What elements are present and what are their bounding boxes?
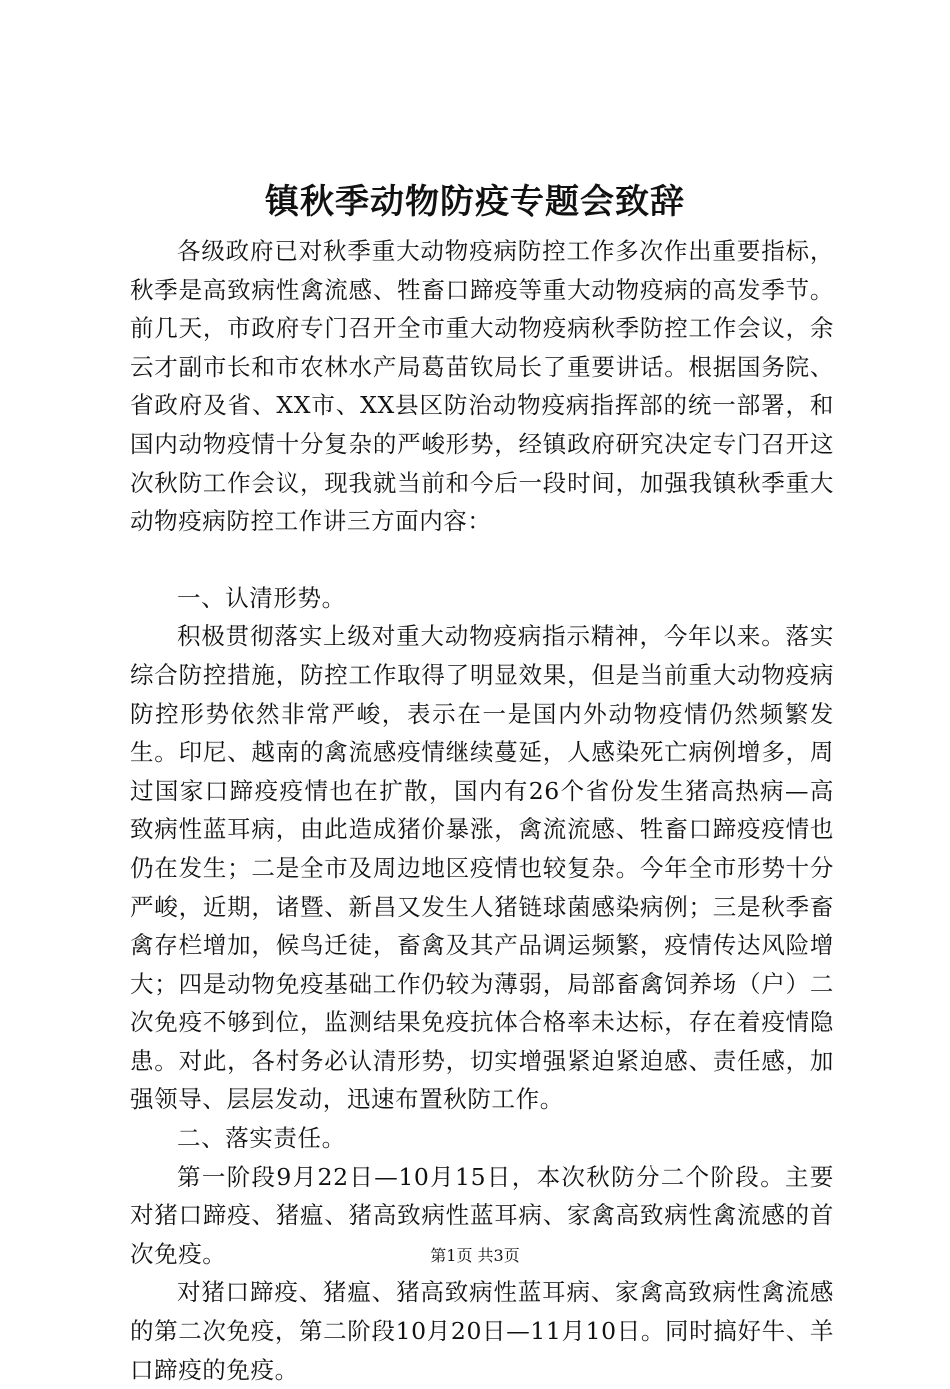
page-number-footer: 第1页 共3页 (430, 1246, 520, 1265)
document-body (130, 232, 834, 1389)
paragraph-phase-one: 第一阶段9月22日—10月15日，本次秋防分二个阶段。主要对猪口蹄疫、猪瘟、猪高致病性蓝耳病、家禽高致病性禽流感的首次免疫。 (130, 1162, 834, 1268)
section-heading-2: 二、落实责任。 (177, 1124, 346, 1153)
paragraph-phase-two: 对猪口蹄疫、猪瘟、猪高致病性蓝耳病、家禽高致病性禽流感的第二次免疫，第二阶段10月20日—11月10日。同时搞好牛、羊口蹄疫的免疫。 (130, 1278, 834, 1384)
paragraph-intro: 各级政府已对秋季重大动物疫病防控工作多次作出重要指标，秋季是高致病性禽流感、牲畜口蹄疫等重大动物疫病的高发季节。前几天，市政府专门召开全市重大动物疫病秋季防控工作会议，余云才副市长和市农林水产局葛苗钦局长了重要讲话。根据国务院、省政府及省、XX市、XX县区防治动物疫病指挥部的统一部署，和国内动物疫情十分复杂的严峻形势，经镇政府研究决定专门召开这次秋防工作会议，现我就当前和今后一段时间，加强我镇秋季重大动物疫病防控工作讲三方面内容： (130, 237, 834, 536)
paragraph-situation: 积极贯彻落实上级对重大动物疫病指示精神，今年以来。落实综合防控措施，防控工作取得了明显效果，但是当前重大动物疫病防控形势依然非常严峻，表示在一是国内外动物疫情仍然频繁发生。印尼、越南的禽流感疫情继续蔓延，人感染死亡病例增多，周过国家口蹄疫疫情也在扩散，国内有26个省份发生猪高热病—高致病性蓝耳病，由此造成猪价暴涨，禽流流感、牲畜口蹄疫疫情也仍在发生；二是全市及周边地区疫情也较复杂。今年全市形势十分严峻，近期，诸暨、新昌又发生人猪链球菌感染病例；三是秋季畜禽存栏增加，候鸟迁徒，畜禽及其产品调运频繁，疫情传达风险增大；四是动物免疫基础工作仍较为薄弱，局部畜禽饲养场（户）二次免疫不够到位，监测结果免疫抗体合格率未达标，存在着疫情隐患。对此，各村务必认清形势，切实增强紧迫紧迫感、责任感，加强领导、层层发动，迅速布置秋防工作。 (130, 622, 834, 1114)
section-heading-1: 一、认清形势。 (177, 583, 346, 612)
document-title: 镇秋季动物防疫专题会致辞 (265, 182, 685, 222)
